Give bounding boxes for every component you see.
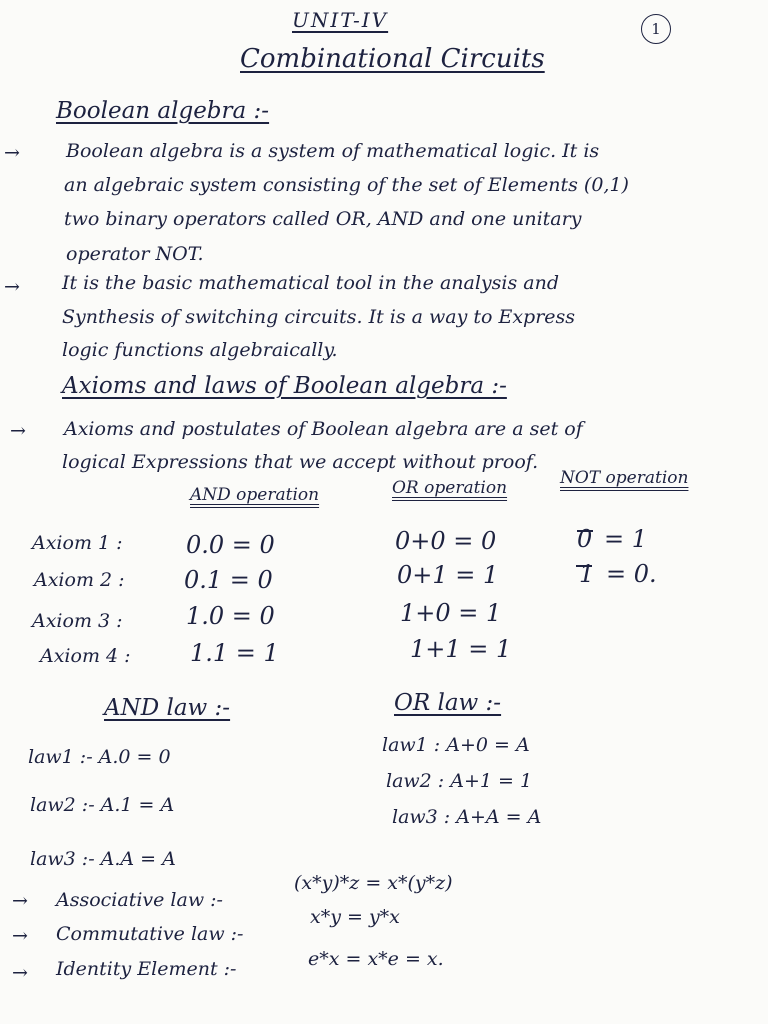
axiom-not-value: 1: [579, 560, 595, 588]
section-heading-boolean-algebra: Boolean algebra :-: [56, 98, 270, 124]
axiom-and: 1.0 = 0: [186, 602, 275, 630]
axiom-label: Axiom 3 :: [32, 610, 123, 632]
column-header-and: AND operation: [190, 485, 320, 505]
page-number: 1: [641, 14, 671, 44]
axiom-or: 1+0 = 1: [400, 599, 502, 627]
text-line: logic functions algebraically.: [62, 339, 338, 361]
property-label: Commutative law :-: [56, 923, 244, 945]
arrow-bullet-icon: →: [12, 890, 28, 912]
text-line: Synthesis of switching circuits. It is a way to Express: [62, 306, 576, 328]
unit-heading: UNIT-IV: [292, 8, 389, 32]
property-expression: e*x = x*e = x.: [308, 948, 444, 970]
axiom-label: Axiom 2 :: [34, 569, 125, 591]
or-law: law1 : A+0 = A: [382, 734, 530, 756]
axiom-label: Axiom 1 :: [32, 532, 123, 554]
arrow-bullet-icon: →: [4, 276, 20, 298]
and-law-heading: AND law :-: [104, 695, 231, 721]
column-header-or: OR operation: [392, 478, 508, 498]
arrow-bullet-icon: →: [12, 962, 28, 984]
text-line: Axioms and postulates of Boolean algebra are a set of: [64, 418, 583, 440]
axiom-and: 1.1 = 1: [190, 639, 279, 667]
axiom-label: Axiom 4 :: [40, 645, 131, 667]
property-expression: x*y = y*x: [310, 906, 400, 928]
axiom-or: 0+1 = 1: [397, 561, 499, 589]
and-law: law3 :- A.A = A: [30, 848, 176, 870]
axiom-and: 0.0 = 0: [186, 531, 275, 559]
text-line: two binary operators called OR, AND and one unitary: [64, 208, 582, 230]
arrow-bullet-icon: →: [4, 142, 20, 164]
page-title: Combinational Circuits: [240, 44, 545, 74]
and-law: law2 :- A.1 = A: [30, 794, 175, 816]
arrow-bullet-icon: →: [12, 925, 28, 947]
and-law: law1 :- A.0 = 0: [28, 746, 171, 768]
section-heading-axioms: Axioms and laws of Boolean algebra :-: [62, 373, 507, 399]
axiom-or: 0+0 = 0: [395, 527, 497, 555]
or-law-heading: OR law :-: [394, 690, 502, 716]
axiom-or: 1+1 = 1: [410, 635, 512, 663]
text-line: an algebraic system consisting of the set of Elements (0,1): [64, 174, 629, 196]
axiom-and: 0.1 = 0: [184, 566, 273, 594]
or-law: law2 : A+1 = 1: [386, 770, 533, 792]
or-law: law3 : A+A = A: [392, 806, 542, 828]
property-label: Associative law :-: [56, 889, 223, 911]
property-label: Identity Element :-: [56, 958, 237, 980]
axiom-not-result: = 0.: [606, 560, 657, 588]
text-line: Boolean algebra is a system of mathematical logic. It is: [66, 140, 600, 162]
text-line: logical Expressions that we accept without proof.: [62, 451, 539, 473]
text-line: It is the basic mathematical tool in the analysis and: [62, 272, 559, 294]
text-line: operator NOT.: [66, 243, 204, 265]
axiom-not-value: 0: [577, 525, 593, 553]
axiom-not-result: = 1: [604, 525, 648, 553]
column-header-not: NOT operation: [560, 468, 689, 488]
arrow-bullet-icon: →: [10, 420, 26, 442]
property-expression: (x*y)*z = x*(y*z): [294, 872, 453, 894]
